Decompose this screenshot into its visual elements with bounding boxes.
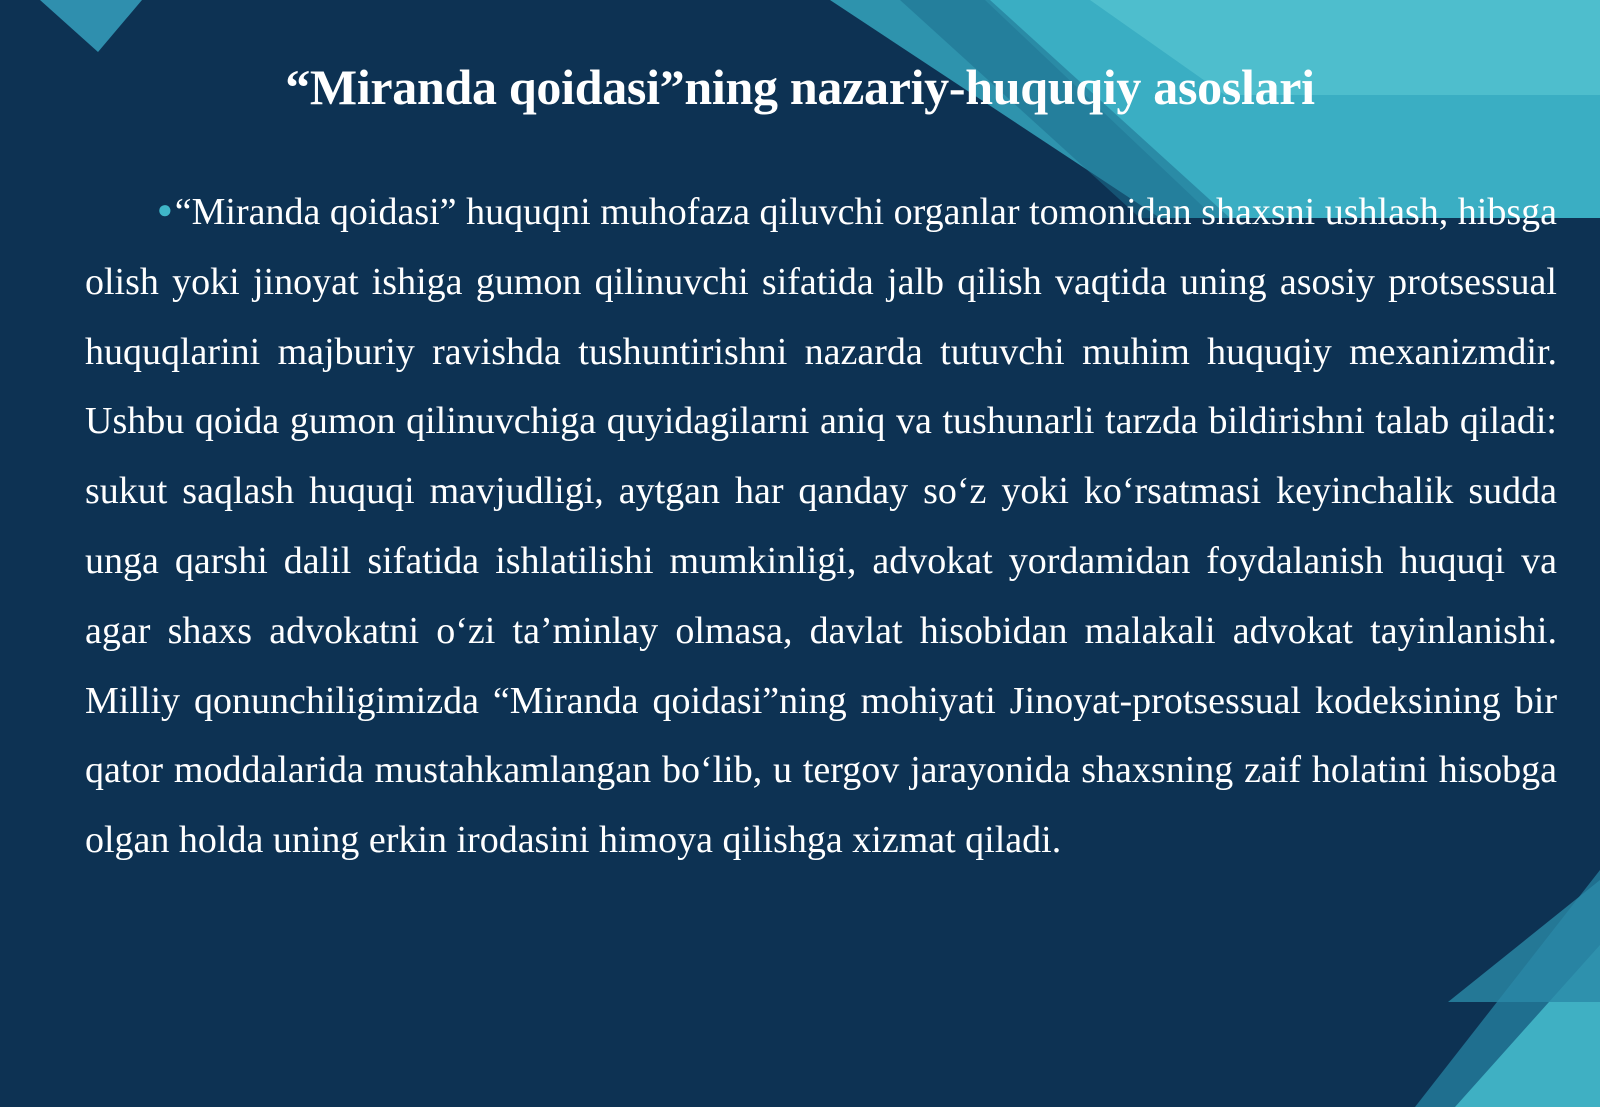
slide-body-paragraph — [85, 175, 1557, 876]
body-text: “Miranda qoidasi” huquqni muhofaza qiluvchi organlar tomonidan shaxsni ushlash, hibsga olish yoki jinoyat ishiga gumon qilinuvchi sifatida jalb qilish vaqtida uning asosiy protsessual huquqlarini majburiy ravishda tushuntirishni nazarda tutuvchi muhim huquqiy mexanizmdir. Ushbu qoida gumon qilinuvchiga quyidagilarni aniq va tushunarli tarzda bildirishni talab qiladi: sukut saqlash huquqi mavjudligi, aytgan har qanday so‘z yoki ko‘rsatmasi keyinchalik sudda unga qarshi dalil sifatida ishlatilishi mumkinligi, advokat yordamidan foydalanish huquqi va agar shaxs advokatni o‘zi ta’minlay olmasa, davlat hisobidan malakali advokat tayinlanishi. Milliy qonunchiligimizda “Miranda qoidasi”ning mohiyati Jinoyat-protsessual kodeksining bir qator moddalarida mustahkamlangan bo‘lib, u tergov jarayonida shaxsning zaif holatini hisobga olgan holda uning erkin irodasini himoya qilishga xizmat qiladi. — [85, 191, 1557, 862]
slide-title: “Miranda qoidasi”ning nazariy-huquqiy asoslari — [285, 59, 1315, 115]
bullet-dot-icon: ● — [157, 195, 173, 224]
bottom-right-mid-triangle — [1448, 880, 1600, 1002]
top-left-triangle — [40, 0, 142, 52]
